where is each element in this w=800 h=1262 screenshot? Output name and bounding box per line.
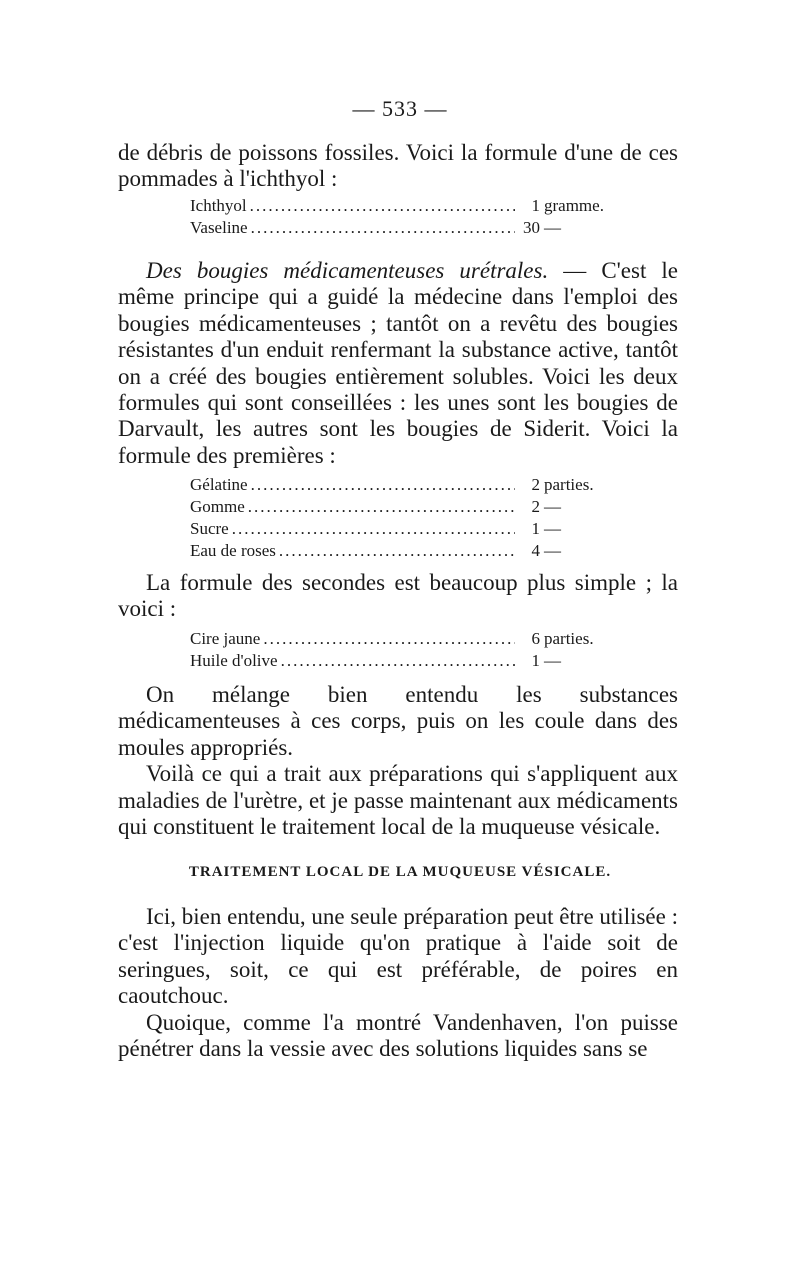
dot-leader: [251, 474, 515, 496]
ingredient-name: Eau de roses: [190, 541, 276, 560]
ingredient-quantity: 1 —: [531, 519, 561, 538]
formula-row: [190, 518, 610, 540]
formula-row: [190, 195, 610, 217]
paragraph-melange: [118, 682, 678, 840]
dot-leader: [232, 518, 515, 540]
ingredient-name: Gomme: [190, 497, 245, 516]
paragraph-text: La formule des secondes est beaucoup plus simple ; la voici :: [118, 570, 678, 622]
section-heading: TRAITEMENT LOCAL DE LA MUQUEUSE VÉSICALE.: [188, 864, 612, 880]
ingredient-name: Gélatine: [190, 475, 248, 494]
paragraph-text: Quoique, comme l'a montré Vandenhaven, l'on puisse pénétrer dans la vessie avec des solutions liquides sans se: [118, 1009, 678, 1062]
ingredient-quantity: 2 parties.: [531, 475, 594, 494]
formula-row: [190, 628, 610, 650]
dot-leader: [248, 496, 515, 518]
ingredient-name: Ichthyol: [190, 196, 247, 215]
formula-pommade: [190, 195, 610, 239]
paragraph-heading: Des bougies médicamenteuses urétrales.: [146, 258, 549, 283]
paragraph-text: Des bougies médicamenteuses urétrales. — C'est le même principe qui a guidé la médecine dans l'emploi des bougies médicamenteuses ; tantôt on a revêtu des bougies résistantes d'un enduit renfermant la substance active, tantôt on a créé des bougies entièrement solubles. Voici les deux formules qui sont conseillées : les unes sont les bougies de Darvault, les autres sont les bougies de Siderit. Voici la formule des premières :: [118, 258, 679, 468]
paragraph-text: Voilà ce qui a trait aux préparations qui s'appliquent aux maladies de l'urètre, et je passe maintenant aux médicaments qui constituent le traitement local de la muqueuse vésicale.: [118, 761, 678, 840]
paragraph-intro: [118, 140, 678, 193]
ingredient-name: Vaseline: [190, 218, 248, 237]
formula-row: [190, 496, 610, 518]
dot-leader: [281, 650, 515, 672]
ingredient-quantity: 30 —: [523, 218, 561, 237]
formula-row: [190, 217, 610, 239]
paragraph-text: de débris de poissons fossiles. Voici la formule d'une de ces pommades à l'ichthyol :: [118, 140, 678, 192]
paragraph-bougies: [118, 258, 678, 469]
dot-leader: [279, 540, 515, 562]
formula-siderit: [190, 628, 610, 672]
ingredient-quantity: 6 parties.: [531, 629, 594, 648]
paragraph-siderit: [118, 570, 678, 623]
formula-darvault: [190, 474, 610, 562]
formula-row: [190, 540, 610, 562]
ingredient-name: Cire jaune: [190, 629, 261, 648]
paragraph-text: On mélange bien entendu les substances médicamenteuses à ces corps, puis on les coule dans des moules appropriés.: [118, 682, 678, 760]
dot-leader: [263, 628, 515, 650]
ingredient-quantity: 1 gramme.: [531, 196, 604, 215]
ingredient-name: Sucre: [190, 519, 229, 538]
page-number: — 533 —: [352, 96, 448, 121]
paragraph-text: Ici, bien entendu, une seule préparation peut être utilisée : c'est l'injection liquide qu'on pratique à l'aide soit de seringues, soit, ce qui est préférable, de poires en caoutchouc.: [118, 904, 678, 1009]
ingredient-quantity: 2 —: [531, 497, 561, 516]
ingredient-quantity: 1 —: [531, 651, 561, 670]
ingredient-name: Huile d'olive: [190, 651, 278, 670]
dot-leader: [251, 217, 515, 239]
formula-row: [190, 474, 610, 496]
formula-row: [190, 650, 610, 672]
paragraph-injection: [118, 904, 678, 1062]
dot-leader: [250, 195, 515, 217]
ingredient-quantity: 4 —: [531, 541, 561, 560]
